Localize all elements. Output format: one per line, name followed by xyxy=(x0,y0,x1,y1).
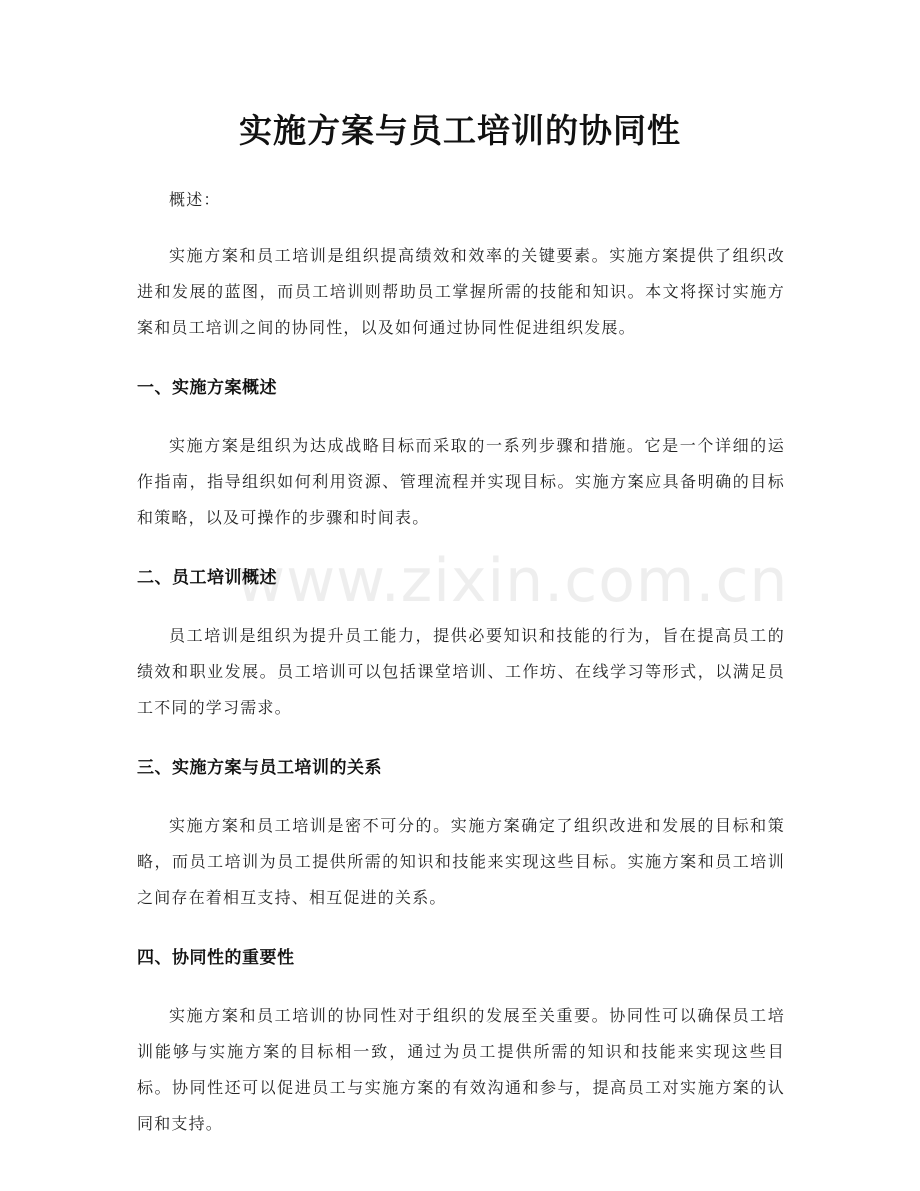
section-1 xyxy=(137,372,785,536)
document-body xyxy=(137,182,785,1142)
section-heading: 一、实施方案概述 xyxy=(137,378,277,398)
section-heading: 三、实施方案与员工培训的关系 xyxy=(137,758,382,778)
overview-paragraph: 实施方案和员工培训是组织提高绩效和效率的关键要素。实施方案提供了组织改进和发展的蓝图，而员工培训则帮助员工掌握所需的技能和知识。本文将探讨实施方案和员工培训之间的协同性，以及如何通过协同性促进组织发展。 xyxy=(137,246,785,337)
section-3 xyxy=(137,752,785,916)
overview-label: 概述： xyxy=(169,190,221,209)
section-heading: 二、员工培训概述 xyxy=(137,568,277,588)
section-4 xyxy=(137,942,785,1142)
document-title: 实施方案与员工培训的协同性 xyxy=(239,111,681,150)
section-paragraph: 员工培训是组织为提升员工能力，提供必要知识和技能的行为，旨在提高员工的绩效和职业发展。员工培训可以包括课堂培训、工作坊、在线学习等形式，以满足员工不同的学习需求。 xyxy=(137,626,785,717)
section-paragraph: 实施方案和员工培训的协同性对于组织的发展至关重要。协同性可以确保员工培训能够与实施方案的目标相一致，通过为员工提供所需的知识和技能来实现这些目标。协同性还可以促进员工与实施方案的有效沟通和参与，提高员工对实施方案的认同和支持。 xyxy=(137,1006,785,1133)
section-heading: 四、协同性的重要性 xyxy=(137,948,295,968)
section-2 xyxy=(137,562,785,726)
section-paragraph: 实施方案是组织为达成战略目标而采取的一系列步骤和措施。它是一个详细的运作指南，指导组织如何利用资源、管理流程并实现目标。实施方案应具备明确的目标和策略，以及可操作的步骤和时间表。 xyxy=(137,436,785,527)
watermark: www.zixin.com.cn xyxy=(236,546,789,616)
section-paragraph: 实施方案和员工培训是密不可分的。实施方案确定了组织改进和发展的目标和策略，而员工培训为员工提供所需的知识和技能来实现这些目标。实施方案和员工培训之间存在着相互支持、相互促进的关系。 xyxy=(137,816,785,907)
